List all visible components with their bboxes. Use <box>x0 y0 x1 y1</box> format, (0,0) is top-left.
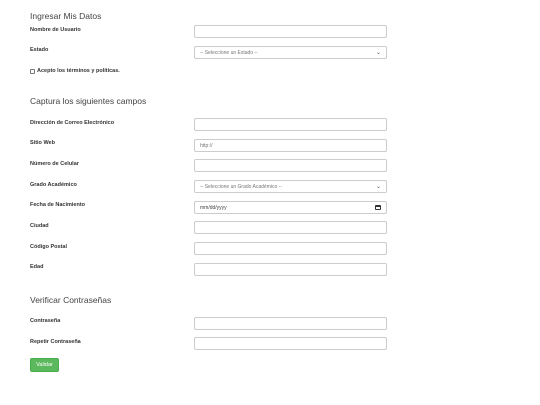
degree-select[interactable] <box>194 180 387 193</box>
degree-selected-value: -- Seleccione un Grado Académico -- <box>200 183 282 190</box>
email-input[interactable] <box>194 118 387 131</box>
website-placeholder: http:// <box>200 142 213 149</box>
chevron-down-icon: ⌄ <box>375 183 381 190</box>
terms-row[interactable] <box>30 68 120 74</box>
password-label: Contraseña <box>30 318 61 324</box>
section-title-fields: Captura los siguientes campos <box>30 96 147 106</box>
city-label: Ciudad <box>30 223 49 229</box>
section-title-personal: Ingresar Mis Datos <box>30 11 102 21</box>
birthdate-placeholder: mm/dd/yyyy <box>200 204 227 211</box>
state-select[interactable] <box>194 46 387 59</box>
age-label: Edad <box>30 264 44 270</box>
terms-checkbox[interactable] <box>30 69 35 74</box>
state-label: Estado <box>30 47 49 53</box>
age-input[interactable] <box>194 263 387 276</box>
degree-label: Grado Académico <box>30 182 77 188</box>
calendar-icon[interactable] <box>375 205 381 210</box>
phone-input[interactable] <box>194 159 387 172</box>
city-input[interactable] <box>194 221 387 234</box>
website-label: Sitio Web <box>30 140 55 146</box>
username-label: Nombre de Usuario <box>30 27 81 33</box>
repeat-password-label: Repetir Contraseña <box>30 339 81 345</box>
password-input[interactable] <box>194 317 387 330</box>
validate-button[interactable]: Validar <box>30 358 59 372</box>
terms-label: Acepto los términos y políticas. <box>37 68 120 74</box>
state-selected-value: -- Seleccione un Estado -- <box>200 49 258 56</box>
username-input[interactable] <box>194 25 387 38</box>
phone-label: Número de Celular <box>30 161 79 167</box>
chevron-down-icon: ⌄ <box>375 49 381 56</box>
website-input[interactable] <box>194 139 387 152</box>
birthdate-label: Fecha de Nacimiento <box>30 202 86 208</box>
zip-input[interactable] <box>194 242 387 255</box>
section-title-passwords: Verificar Contraseñas <box>30 295 112 305</box>
email-label: Dirección de Correo Electrónico <box>30 120 115 126</box>
repeat-password-input[interactable] <box>194 337 387 350</box>
zip-label: Código Postal <box>30 244 67 250</box>
birthdate-input[interactable] <box>194 201 387 214</box>
